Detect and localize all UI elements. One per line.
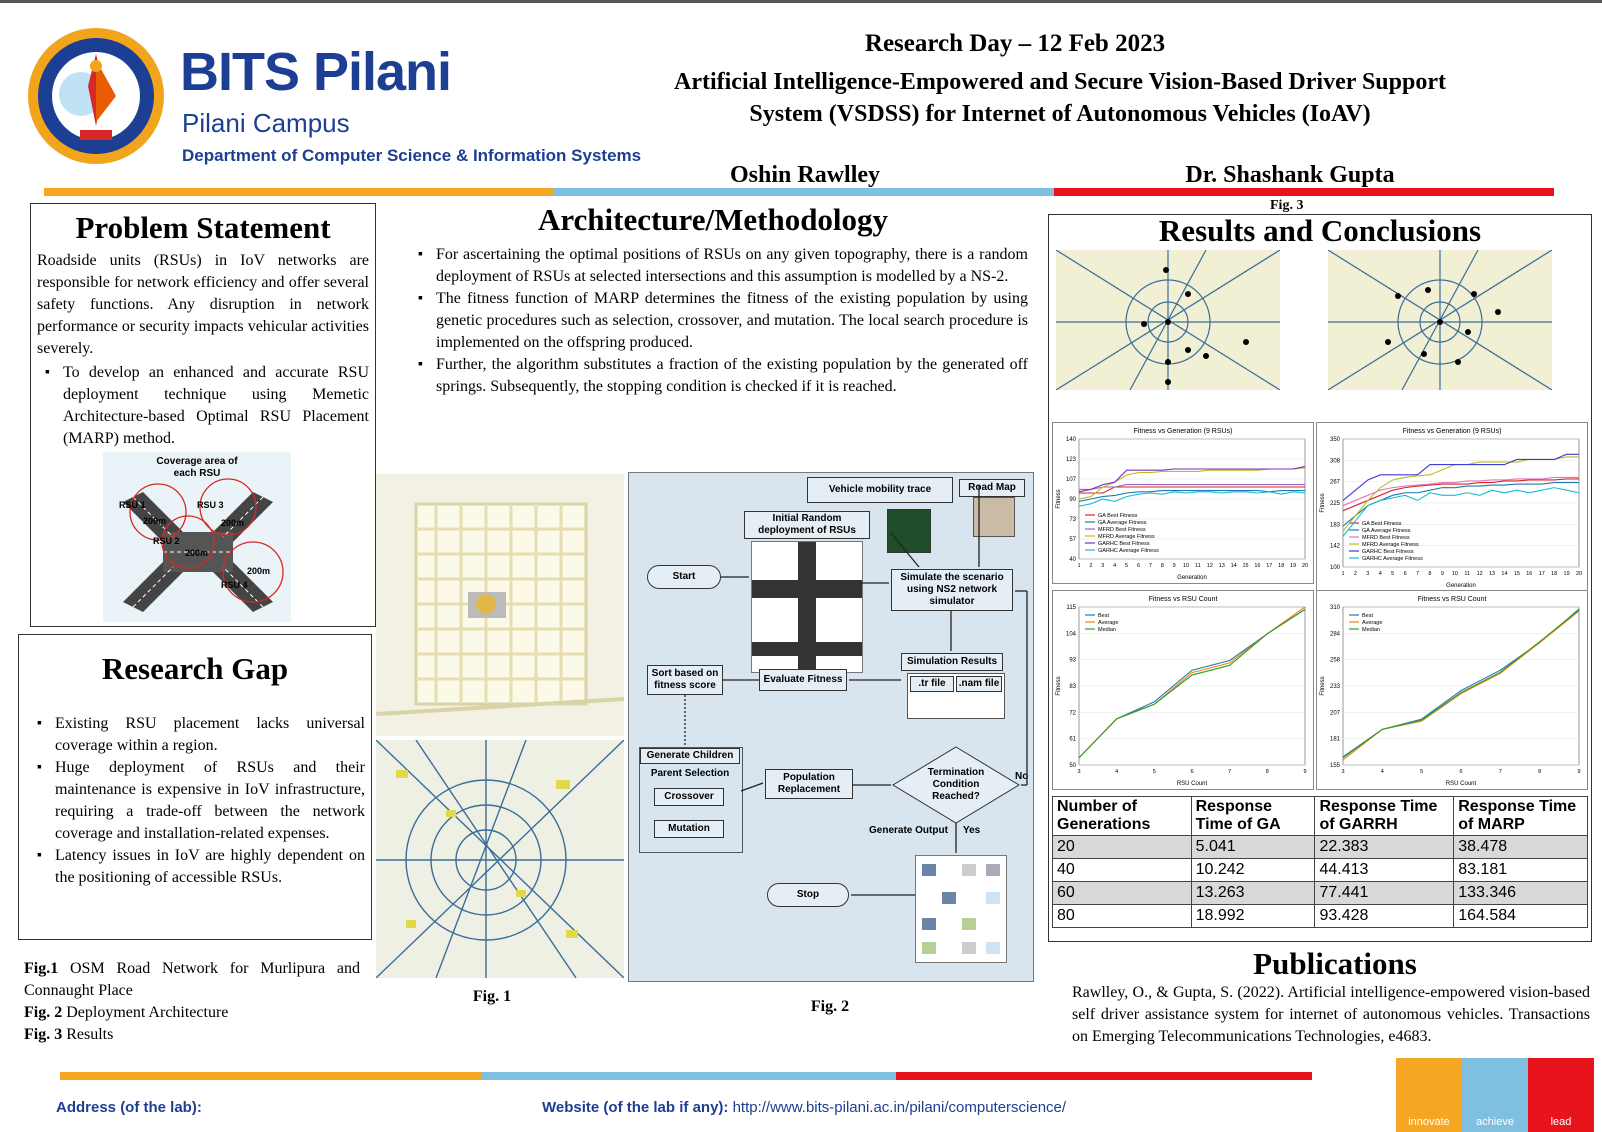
connaught-place-map bbox=[376, 740, 624, 978]
x-tick-label: 12 bbox=[1206, 563, 1213, 569]
chart-fitness-rsu-left bbox=[1052, 590, 1314, 790]
top-border bbox=[0, 0, 1602, 3]
research-gap-bullet-2: ▪ Huge deployment of RSUs and their maintenance is expensive in IoV infrastructure, requiring a trade-off between the network coverage and installation-related expenses. bbox=[55, 757, 365, 845]
simulate-node: Simulate the scenario using NS2 network simulator bbox=[891, 569, 1013, 611]
crossover-node: Crossover bbox=[654, 788, 724, 806]
evaluate-fitness-node: Evaluate Fitness bbox=[759, 669, 847, 691]
table-cell: 22.383 bbox=[1315, 836, 1454, 859]
x-tick-label: 5 bbox=[1152, 769, 1156, 775]
problem-statement-box bbox=[30, 203, 376, 627]
x-tick-label: 8 bbox=[1428, 571, 1432, 577]
y-tick-label: 107 bbox=[1065, 477, 1076, 483]
research-gap-bullet-1: ▪ Existing RSU placement lacks universal coverage within a region. bbox=[55, 713, 365, 757]
problem-bullet: ▪ To develop an enhanced and accurate RSU deployment technique using Memetic Architecture-based Optimal RSU Placement (MARP) method. bbox=[63, 362, 369, 450]
poster-title-line2: System (VSDSS) for Internet of Autonomous Vehicles (IoAV) bbox=[749, 101, 1371, 127]
methodology-bullet-1: ▪ For ascertaining the optimal positions of RSUs on any given topography, there is a random deployment of RSUs at selected intersections and this assumption is modelled by a NS-2. bbox=[436, 244, 1028, 288]
y-tick-label: 350 bbox=[1329, 437, 1340, 443]
x-tick-label: 16 bbox=[1254, 563, 1261, 569]
chart-title: Fitness vs RSU Count bbox=[1417, 596, 1487, 603]
table-row bbox=[1053, 836, 1588, 859]
rsu-coverage-diagram bbox=[103, 452, 291, 622]
stripe-orange-bottom bbox=[60, 1072, 482, 1080]
x-tick-label: 6 bbox=[1403, 571, 1407, 577]
x-tick-label: 5 bbox=[1391, 571, 1395, 577]
rsu1-label: RSU 1 bbox=[119, 500, 146, 510]
table-cell: 10.242 bbox=[1191, 859, 1315, 882]
fig2-label: Fig. 2 bbox=[810, 998, 850, 1015]
y-tick-label: 73 bbox=[1069, 517, 1076, 523]
x-tick-label: 19 bbox=[1290, 563, 1297, 569]
x-tick-label: 10 bbox=[1451, 571, 1458, 577]
y-tick-label: 90 bbox=[1069, 497, 1076, 503]
x-tick-label: 9 bbox=[1303, 769, 1307, 775]
simulation-results-node: Simulation Results bbox=[901, 653, 1003, 671]
legend-entry: GARHC Best Fitness bbox=[1098, 541, 1150, 547]
y-tick-label: 100 bbox=[1329, 565, 1340, 571]
x-tick-label: 11 bbox=[1195, 563, 1201, 569]
department-name: Department of Computer Science & Information Systems bbox=[182, 146, 642, 165]
rsu-placement-map-right bbox=[1328, 250, 1552, 390]
table-row bbox=[1053, 859, 1588, 882]
y-tick-label: 310 bbox=[1329, 605, 1340, 611]
website-label: Website (of the lab if any): bbox=[542, 1099, 729, 1116]
response-time-table-wrap bbox=[1052, 796, 1588, 928]
x-tick-label: 12 bbox=[1476, 571, 1483, 577]
caption-fig3: Fig. 3 Results bbox=[24, 1026, 114, 1043]
x-tick-label: 9 bbox=[1440, 571, 1444, 577]
fig1-label: Fig. 1 bbox=[472, 988, 512, 1005]
y-tick-label: 93 bbox=[1069, 657, 1076, 664]
research-gap-heading: Research Gap bbox=[101, 651, 289, 686]
yes-label: Yes bbox=[963, 825, 981, 836]
y-tick-label: 140 bbox=[1065, 437, 1076, 443]
methodology-bullet-2: ▪ The fitness function of MARP determines the fitness of the existing population by using genetic procedures such as selection, crossover, and mutation. The local search procedure is implemented on the offspring produced. bbox=[436, 288, 1028, 354]
y-tick-label: 258 bbox=[1329, 657, 1340, 664]
x-tick-label: 7 bbox=[1148, 563, 1152, 569]
legend-entry: MFRD Average Fitness bbox=[1098, 534, 1155, 540]
table-cell: 13.263 bbox=[1191, 882, 1315, 905]
y-tick-label: 61 bbox=[1069, 736, 1076, 743]
research-gap-box bbox=[18, 634, 372, 940]
campus-name: Pilani Campus bbox=[182, 108, 350, 138]
x-tick-label: 20 bbox=[1301, 563, 1309, 569]
x-tick-label: 8 bbox=[1265, 769, 1269, 775]
event-title: Research Day – 12 Feb 2023 bbox=[864, 30, 1166, 57]
series-line bbox=[1079, 468, 1305, 499]
chart-title: Fitness vs Generation (9 RSUs) bbox=[1402, 428, 1502, 435]
flowchart-arrows bbox=[629, 473, 1033, 981]
table-header: Response Time of GA bbox=[1191, 797, 1315, 836]
generate-output-label: Generate Output bbox=[869, 825, 948, 836]
table-cell: 93.428 bbox=[1315, 905, 1454, 928]
table-cell: 133.346 bbox=[1454, 882, 1588, 905]
coverage-title-line1: Coverage area of bbox=[156, 456, 238, 467]
stripe-red-top bbox=[1054, 188, 1554, 196]
table-row bbox=[1053, 905, 1588, 928]
tag-innovate: innovate bbox=[1408, 1116, 1450, 1128]
sort-node: Sort based on fitness score bbox=[647, 665, 723, 695]
y-tick-label: 225 bbox=[1329, 501, 1340, 507]
legend-entry: GARHC Best Fitness bbox=[1362, 549, 1414, 555]
table-cell: 77.441 bbox=[1315, 882, 1454, 905]
x-tick-label: 7 bbox=[1498, 769, 1502, 775]
chart-fitness-generation-right bbox=[1316, 422, 1588, 592]
y-axis-label: Fitness bbox=[1056, 489, 1062, 509]
legend-entry: Best bbox=[1362, 613, 1374, 619]
y-tick-label: 207 bbox=[1329, 710, 1340, 717]
response-time-table bbox=[1052, 796, 1588, 928]
rsu2-label: RSU 2 bbox=[153, 536, 180, 546]
website-line bbox=[542, 1099, 1066, 1116]
x-tick-label: 14 bbox=[1230, 563, 1237, 569]
table-cell: 80 bbox=[1053, 905, 1192, 928]
x-tick-label: 9 bbox=[1577, 769, 1581, 775]
x-tick-label: 6 bbox=[1459, 769, 1463, 775]
no-label: No bbox=[1015, 771, 1029, 782]
supervisor-name: Dr. Shashank Gupta bbox=[1185, 162, 1395, 188]
x-tick-label: 6 bbox=[1136, 563, 1141, 569]
x-tick-label: 1 bbox=[1077, 563, 1081, 569]
y-tick-label: 284 bbox=[1329, 631, 1340, 638]
x-tick-label: 20 bbox=[1575, 571, 1583, 577]
rsu3-label: RSU 3 bbox=[197, 500, 224, 510]
x-tick-label: 4 bbox=[1378, 571, 1382, 577]
y-tick-label: 155 bbox=[1329, 763, 1340, 769]
problem-text: Roadside units (RSUs) in IoV networks are responsible for network efficiency and offer several safety functions. Any disruption in network performance or security impacts vehicular activities severely. bbox=[37, 252, 369, 357]
table-cell: 83.181 bbox=[1454, 859, 1588, 882]
x-tick-label: 19 bbox=[1563, 571, 1570, 577]
x-tick-label: 17 bbox=[1266, 563, 1273, 569]
figure-captions bbox=[24, 958, 360, 1046]
x-tick-label: 3 bbox=[1077, 769, 1081, 775]
y-tick-label: 83 bbox=[1069, 684, 1076, 690]
x-tick-label: 14 bbox=[1501, 571, 1508, 577]
table-header: Number of Generations bbox=[1053, 797, 1192, 836]
x-tick-label: 18 bbox=[1551, 571, 1558, 577]
tag-achieve: achieve bbox=[1476, 1116, 1514, 1128]
y-tick-label: 181 bbox=[1329, 736, 1340, 743]
x-tick-label: 10 bbox=[1182, 563, 1190, 569]
x-axis-label: RSU Count bbox=[1445, 781, 1477, 787]
legend-entry: GA Best Fitness bbox=[1362, 521, 1402, 527]
y-tick-label: 183 bbox=[1329, 522, 1340, 529]
table-row bbox=[1053, 882, 1588, 905]
x-tick-label: 11 bbox=[1464, 571, 1471, 577]
x-axis-label: Generation bbox=[1177, 575, 1207, 581]
x-tick-label: 3 bbox=[1366, 571, 1370, 577]
termination-label: Termination Condition Reached? bbox=[927, 767, 985, 802]
distance-label-4: 200m bbox=[247, 566, 271, 576]
chart-title: Fitness vs RSU Count bbox=[1148, 596, 1218, 603]
tr-file-label: .tr file bbox=[910, 676, 954, 692]
x-tick-label: 9 bbox=[1172, 563, 1176, 569]
research-gap-bullet-3: ▪ Latency issues in IoV are highly dependent on the positioning of accessible RSUs. bbox=[55, 845, 365, 889]
murlipura-map bbox=[376, 474, 624, 736]
y-tick-label: 50 bbox=[1069, 763, 1076, 769]
x-tick-label: 4 bbox=[1113, 563, 1117, 569]
x-tick-label: 3 bbox=[1101, 563, 1105, 569]
stripe-orange-top bbox=[44, 188, 554, 196]
table-cell: 20 bbox=[1053, 836, 1192, 859]
x-tick-label: 8 bbox=[1160, 563, 1164, 569]
y-tick-label: 233 bbox=[1329, 684, 1340, 690]
table-header: Response Time of GARRH bbox=[1315, 797, 1454, 836]
x-tick-label: 2 bbox=[1089, 563, 1093, 569]
research-gap-bullets bbox=[29, 713, 365, 889]
y-tick-label: 72 bbox=[1069, 710, 1076, 717]
website-link[interactable]: http://www.bits-pilani.ac.in/pilani/computerscience/ bbox=[732, 1099, 1067, 1116]
legend-entry: MFRD Average Fitness bbox=[1362, 542, 1419, 548]
stripe-blue-bottom bbox=[482, 1072, 896, 1080]
nam-file-label: .nam file bbox=[956, 676, 1002, 692]
methodology-heading: Architecture/Methodology bbox=[537, 202, 889, 237]
table-cell: 5.041 bbox=[1191, 836, 1315, 859]
initial-deployment-node: Initial Random deployment of RSUs bbox=[744, 511, 870, 539]
x-tick-label: 17 bbox=[1538, 571, 1545, 577]
rsu4-label: RSU 4 bbox=[221, 580, 248, 590]
x-tick-label: 5 bbox=[1420, 769, 1424, 775]
y-tick-label: 40 bbox=[1069, 557, 1076, 563]
distance-label-2: 200m bbox=[221, 518, 245, 528]
table-cell: 44.413 bbox=[1315, 859, 1454, 882]
legend-entry: MFRD Best Fitness bbox=[1098, 527, 1146, 533]
y-axis-label: Fitness bbox=[1320, 493, 1326, 513]
tag-lead: lead bbox=[1550, 1116, 1572, 1128]
y-tick-label: 308 bbox=[1329, 458, 1340, 465]
x-tick-label: 6 bbox=[1190, 769, 1194, 775]
table-header-row bbox=[1053, 797, 1588, 836]
table-cell: 38.478 bbox=[1454, 836, 1588, 859]
legend-entry: GA Best Fitness bbox=[1098, 513, 1138, 519]
parent-selection-label: Parent Selection bbox=[650, 768, 730, 779]
x-tick-label: 7 bbox=[1228, 769, 1232, 775]
legend-entry: Average bbox=[1098, 620, 1119, 626]
road-map-node: Road Map bbox=[959, 479, 1025, 497]
chart-title: Fitness vs Generation (9 RSUs) bbox=[1133, 428, 1233, 435]
legend-entry: GARHC Average Fitness bbox=[1362, 556, 1423, 562]
x-tick-label: 16 bbox=[1526, 571, 1533, 577]
chart-fitness-generation-left bbox=[1052, 422, 1314, 584]
x-tick-label: 15 bbox=[1242, 563, 1249, 569]
y-tick-label: 123 bbox=[1065, 457, 1076, 463]
legend-entry: Median bbox=[1098, 627, 1117, 633]
x-tick-label: 7 bbox=[1415, 571, 1420, 577]
distance-label-3: 200m bbox=[185, 548, 209, 558]
table-cell: 60 bbox=[1053, 882, 1192, 905]
start-node: Start bbox=[647, 565, 721, 589]
x-tick-label: 15 bbox=[1513, 571, 1520, 577]
coverage-title-line2: each RSU bbox=[173, 468, 221, 479]
results-heading: Results and Conclusions bbox=[1158, 213, 1482, 248]
y-tick-label: 57 bbox=[1069, 537, 1076, 543]
stop-node: Stop bbox=[767, 883, 849, 907]
x-tick-label: 4 bbox=[1380, 769, 1384, 775]
legend-entry: GARHC Average Fitness bbox=[1098, 548, 1159, 554]
legend-entry: MFRD Best Fitness bbox=[1362, 535, 1410, 541]
x-tick-label: 3 bbox=[1341, 769, 1345, 775]
x-tick-label: 13 bbox=[1488, 571, 1496, 577]
bits-seal-logo bbox=[26, 26, 166, 166]
y-tick-label: 104 bbox=[1065, 631, 1076, 638]
methodology-bullets bbox=[414, 244, 1028, 398]
legend-entry: GA Average Fitness bbox=[1362, 528, 1411, 534]
y-axis-label: Fitness bbox=[1320, 676, 1326, 696]
address-label: Address (of the lab): bbox=[56, 1099, 202, 1116]
problem-heading: Problem Statement bbox=[75, 210, 331, 245]
x-tick-label: 4 bbox=[1115, 769, 1119, 775]
x-axis-label: Generation bbox=[1446, 583, 1476, 589]
methodology-bullet-3: ▪ Further, the algorithm substitutes a fraction of the existing population by the generated off springs. Subsequently, the stopping condition is checked if it is reached. bbox=[436, 354, 1028, 398]
problem-bullets bbox=[37, 362, 369, 450]
vehicle-trace-node: Vehicle mobility trace bbox=[807, 477, 953, 503]
x-tick-label: 18 bbox=[1278, 563, 1285, 569]
chart-fitness-rsu-right bbox=[1316, 590, 1588, 790]
poster-title bbox=[620, 66, 1500, 130]
poster-title-line1: Artificial Intelligence-Empowered and Secure Vision-Based Driver Support bbox=[674, 69, 1446, 95]
legend-entry: GA Average Fitness bbox=[1098, 520, 1147, 526]
tagline-logo bbox=[1396, 1058, 1594, 1132]
mutation-node: Mutation bbox=[654, 820, 724, 838]
caption-fig1: Fig.1 OSM Road Network for Murlipura and Connaught Place bbox=[24, 960, 360, 999]
table-header: Response Time of MARP bbox=[1454, 797, 1588, 836]
table-cell: 18.992 bbox=[1191, 905, 1315, 928]
author-name: Oshin Rawlley bbox=[729, 162, 881, 188]
rsu-placement-map-left bbox=[1056, 250, 1280, 390]
caption-fig2: Fig. 2 Deployment Architecture bbox=[24, 1004, 229, 1021]
deployment-architecture-flowchart bbox=[628, 472, 1034, 982]
fig3-label: Fig. 3 bbox=[1270, 198, 1304, 213]
x-tick-label: 13 bbox=[1218, 563, 1225, 569]
x-tick-label: 8 bbox=[1538, 769, 1542, 775]
table-cell: 164.584 bbox=[1454, 905, 1588, 928]
y-tick-label: 115 bbox=[1066, 605, 1076, 611]
x-tick-label: 1 bbox=[1341, 571, 1345, 577]
x-tick-label: 5 bbox=[1125, 563, 1129, 569]
legend-entry: Average bbox=[1362, 620, 1383, 626]
x-tick-label: 2 bbox=[1353, 571, 1357, 577]
y-tick-label: 267 bbox=[1329, 479, 1340, 486]
stripe-blue-top bbox=[554, 188, 1054, 196]
y-tick-label: 142 bbox=[1329, 543, 1340, 550]
table-cell: 40 bbox=[1053, 859, 1192, 882]
stripe-red-bottom bbox=[896, 1072, 1312, 1080]
population-replacement-node: Population Replacement bbox=[765, 769, 853, 799]
x-axis-label: RSU Count bbox=[1176, 781, 1208, 787]
publications-heading: Publications bbox=[1253, 946, 1417, 981]
distance-label-1: 200m bbox=[143, 516, 167, 526]
legend-entry: Median bbox=[1362, 627, 1381, 633]
y-axis-label: Fitness bbox=[1056, 676, 1062, 696]
generate-children-node: Generate Children bbox=[640, 748, 740, 764]
legend-entry: Best bbox=[1098, 613, 1110, 619]
logo-name: BITS Pilani bbox=[180, 42, 452, 102]
publication-entry: Rawlley, O., & Gupta, S. (2022). Artificial intelligence-empowered vision-based self driver assistance system for internet of autonomous vehicles. Transactions on Emerging Telecommunications Technologies, e4683. bbox=[1072, 984, 1590, 1045]
